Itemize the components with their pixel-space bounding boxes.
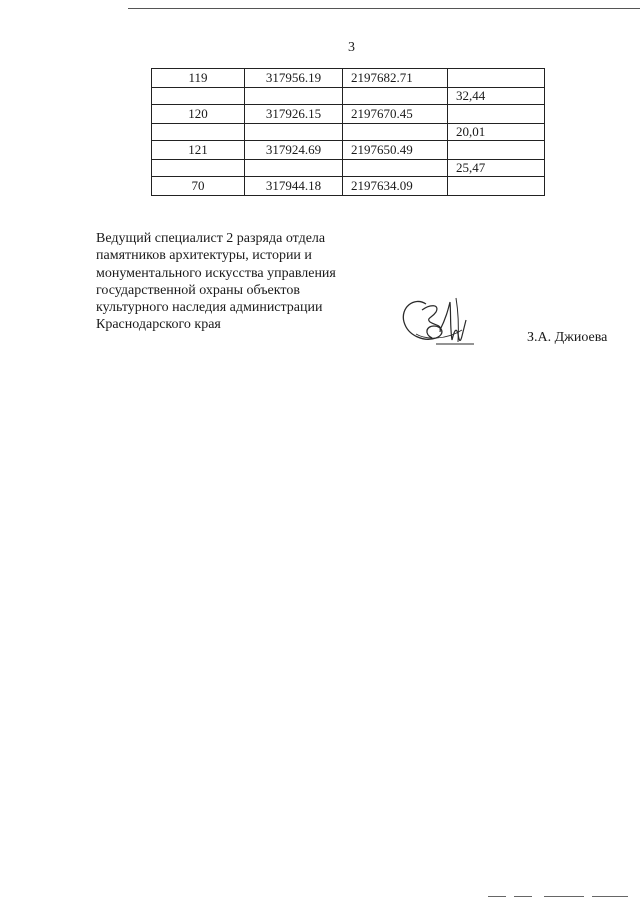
cell-x-coordinate: 317924.69 <box>245 141 343 160</box>
cell-point-number: 120 <box>152 105 245 124</box>
signer-name: З.А. Джиоева <box>527 330 608 345</box>
coordinates-table <box>151 68 545 196</box>
cell-y-coordinate: 2197670.45 <box>343 105 448 124</box>
cell-y-coordinate <box>343 88 448 105</box>
cell-point-number <box>152 160 245 177</box>
cell-y-coordinate: 2197634.09 <box>343 177 448 196</box>
cell-segment-length <box>448 69 545 88</box>
cell-point-number <box>152 124 245 141</box>
cell-segment-length: 32,44 <box>448 88 545 105</box>
table-row-point <box>152 105 545 124</box>
table-row-segment <box>152 88 545 105</box>
cell-point-number: 121 <box>152 141 245 160</box>
cell-y-coordinate <box>343 124 448 141</box>
cell-y-coordinate: 2197682.71 <box>343 69 448 88</box>
scan-edge-marks <box>488 895 628 898</box>
table-row-point <box>152 141 545 160</box>
cell-x-coordinate <box>245 88 343 105</box>
cell-segment-length: 20,01 <box>448 124 545 141</box>
table-row-point <box>152 69 545 88</box>
table-row-segment <box>152 160 545 177</box>
top-edge-line <box>128 8 640 9</box>
cell-y-coordinate: 2197650.49 <box>343 141 448 160</box>
cell-x-coordinate <box>245 124 343 141</box>
signatory-position: Ведущий специалист 2 разряда отдела памятников архитектуры, истории и монументального искусства управления государственной охраны объектов культурного наследия администрации Краснодарского края <box>96 231 336 333</box>
cell-segment-length <box>448 177 545 196</box>
cell-segment-length: 25,47 <box>448 160 545 177</box>
table-row-point <box>152 177 545 196</box>
cell-x-coordinate: 317944.18 <box>245 177 343 196</box>
cell-point-number: 70 <box>152 177 245 196</box>
table-row-segment <box>152 124 545 141</box>
page-number: 3 <box>348 40 355 55</box>
signature-image <box>396 290 486 352</box>
cell-x-coordinate: 317956.19 <box>245 69 343 88</box>
cell-segment-length <box>448 105 545 124</box>
cell-y-coordinate <box>343 160 448 177</box>
cell-x-coordinate: 317926.15 <box>245 105 343 124</box>
cell-x-coordinate <box>245 160 343 177</box>
cell-point-number: 119 <box>152 69 245 88</box>
cell-segment-length <box>448 141 545 160</box>
coordinates-table-body <box>152 69 545 196</box>
cell-point-number <box>152 88 245 105</box>
